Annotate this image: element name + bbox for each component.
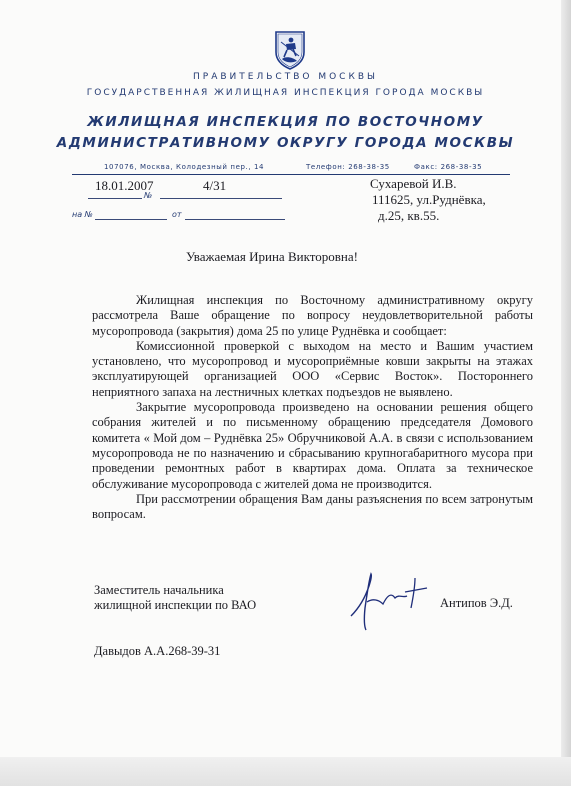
header-fax: Факс: 268-38-35 [414, 163, 483, 171]
body-paragraph: Комиссионной проверкой с выходом на место и Вашим участием установлено, что мусоропровод и мусороприёмные ковши закрыты на этажах эксплуатирующей организацией ООО «Сервис Восток». Постороннего неприятного запаха на лестничных клетках подъездов не выявлено. [92, 338, 533, 399]
letter-number: 4/31 [203, 178, 227, 193]
header-government: ПРАВИТЕЛЬСТВО МОСКВЫ [193, 72, 378, 82]
number-label: № [144, 191, 153, 200]
header-district-inspection-line2: АДМИНИСТРАТИВНОМУ ОКРУГУ ГОРОДА МОСКВЫ [56, 135, 515, 151]
header-phone: Телефон: 268-38-35 [306, 163, 390, 171]
letter-date: 18.01.2007 [95, 178, 154, 193]
signatory-title-line1: Заместитель начальника [94, 583, 224, 597]
header-rule [72, 174, 510, 175]
handwritten-signature [345, 568, 433, 632]
body-paragraph: При рассмотрении обращения Вам даны разъяснения по всем затронутым вопросам. [92, 491, 533, 522]
ref-date-label: от [172, 210, 182, 219]
greeting: Уважаемая Ирина Викторовна! [186, 249, 358, 264]
body-paragraph: Закрытие мусоропровода произведено на основании решения общего собрания жителей и по письменному обращению председателя Домового комитета « Мой дом – Руднёвка 25» Обручниковой А.А. в связи с использованием мусоропровода не по назначению и сбрасыванию крупногабаритного мусора при проведении ремонтных работ в квартирах дома. Оплата за техническое обслуживание мусоропровода с жителей дома не производится. [92, 400, 533, 491]
header-address: 107076, Москва, Колодезный пер., 14 [104, 163, 265, 171]
body-paragraph: Жилищная инспекция по Восточному административному округу рассмотрела Ваше обращение по вопросу неудовлетворительной работы мусоропровода (закрытия) дома 25 по улице Руднёвка и сообщает: [92, 293, 533, 338]
letter-body [92, 293, 533, 522]
moscow-coat-of-arms-icon [273, 30, 307, 70]
recipient-address-line1: 111625, ул.Руднёвка, [372, 192, 486, 207]
executor-contact: Давыдов А.А.268-39-31 [94, 644, 221, 658]
ref-number-label: на № [72, 210, 93, 219]
date-underline [88, 198, 142, 199]
signatory-title-line2: жилищной инспекции по ВАО [94, 598, 257, 612]
ref-date-underline [185, 219, 285, 220]
ref-number-underline [95, 219, 167, 220]
recipient-name: Сухаревой И.В. [370, 176, 457, 191]
header-state-inspection: ГОСУДАРСТВЕННАЯ ЖИЛИЩНАЯ ИНСПЕКЦИЯ ГОРОДА МОСКВЫ [86, 88, 485, 98]
page-bottom-edge [0, 757, 571, 786]
recipient-address-line2: д.25, кв.55. [378, 208, 440, 223]
number-underline [160, 198, 282, 199]
signatory-name: Антипов Э.Д. [440, 596, 513, 610]
header-district-inspection-line1: ЖИЛИЩНАЯ ИНСПЕКЦИЯ ПО ВОСТОЧНОМУ [87, 114, 484, 130]
